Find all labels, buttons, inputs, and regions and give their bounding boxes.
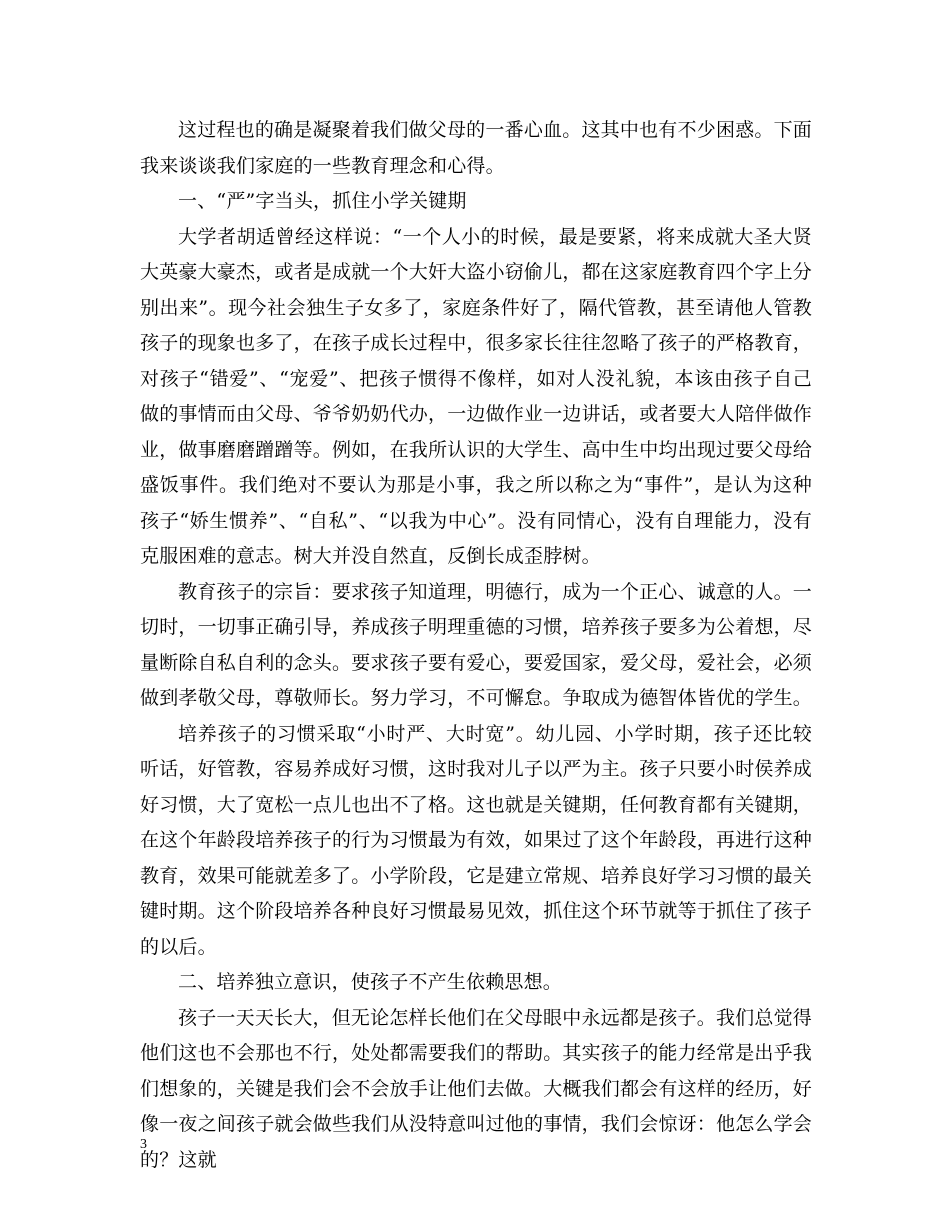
document-body [140,113,812,1178]
paragraph-hu-shi-quote: 大学者胡适曾经这样说：“一个人小的时候，最是要紧，将来成就大圣大贤大英豪大豪杰，或者是成就一个大奸大盗小窃偷儿，都在这家庭教育四个字上分别出来”。现今社会独生子女多了，家庭条件好了，隔代管教，甚至请他人管教孩子的现象也多了，在孩子成长过程中，很多家长往往忽略了孩子的严格教育，对孩子“错爱”、“宠爱”、把孩子惯得不像样，如对人没礼貌，本该由孩子自己做的事情而由父母、爷爷奶奶代办，一边做作业一边讲话，或者要大人陪伴做作业，做事磨磨蹭蹭等。例如，在我所认识的大学生、高中生中均出现过要父母给盛饭事件。我们绝对不要认为那是小事，我之所以称之为“事件”，是认为这种孩子“娇生惯养”、“自私”、“以我为中心”。没有同情心，没有自理能力，没有克服困难的意志。树大并没自然直，反倒长成歪脖树。 [140,225,813,567]
section-heading-2: 二、培养独立意识，使孩子不产生依赖思想。 [178,971,563,993]
paragraph-education-purpose: 教育孩子的宗旨：要求孩子知道理，明德行，成为一个正心、诚意的人。一切时，一切事正确引导，养成孩子明理重德的习惯，培养孩子要多为公着想，尽量断除自私自利的念头。要求孩子要有爱心，要爱国家，爱父母，爱社会，必须做到孝敬父母，尊敬师长。努力学习，不可懈怠。争取成为德智体皆优的学生。 [140,580,813,709]
paragraph-habit-training: 培养孩子的习惯采取“小时严、大时宽”。幼儿园、小学时期，孩子还比较听话，好管教，容易养成好习惯，这时我对儿子以严为主。孩子只要小时侯养成好习惯，大了宽松一点儿也出不了格。这也就是关键期，任何教育都有关键期，在这个年龄段培养孩子的行为习惯最为有效，如果过了这个年龄段，再进行这种教育，效果可能就差多了。小学阶段，它是建立常规、培养良好学习习惯的最关键时期。这个阶段培养各种良好习惯最易见效，抓住这个环节就等于抓住了孩子的以后。 [140,722,813,958]
page-number: 3 [140,1137,147,1152]
paragraph-intro: 这过程也的确是凝聚着我们做父母的一番心血。这其中也有不少困惑。下面我来谈谈我们家庭的一些教育理念和心得。 [140,119,812,177]
paragraph-independence: 孩子一天天长大，但无论怎样长他们在父母眼中永远都是孩子。我们总觉得他们这也不会那也不行，处处都需要我们的帮助。其实孩子的能力经常是出乎我们想象的，关键是我们会不会放手让他们去做。大概我们都会有这样的经历，好像一夜之间孩子就会做些我们从没特意叫过他的事情，我们会惊讶：他怎么学会的？这就 [140,1006,813,1171]
section-heading-1: 一、“严”字当头，抓住小学关键期 [178,190,467,212]
